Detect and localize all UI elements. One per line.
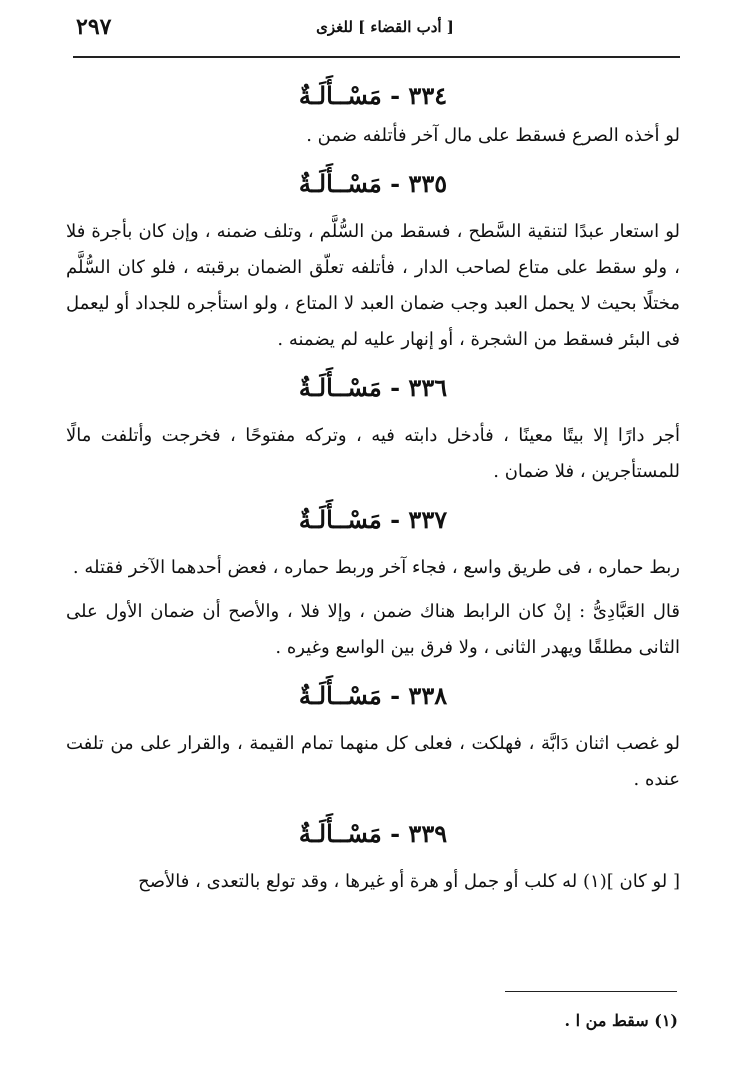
section-337-paragraph-1: ربط حماره ، فى طريق واسع ، فجاء آخر وربط حماره ، فعض أحدهما الآخر فقتله . bbox=[72, 557, 680, 578]
section-title-336: ٣٣٦ - مَسْــأَلَـةٌ bbox=[298, 373, 448, 402]
page-number: ٢٩٧ bbox=[76, 14, 112, 40]
section-title-334: ٣٣٤ - مَسْــأَلَـةٌ bbox=[298, 81, 448, 110]
footnote: (١) سقط من ا . bbox=[564, 1011, 678, 1030]
section-335-paragraph: لو استعار عبدًا لتنقية السَّطح ، فسقط من السُّلَّم ، وتلف ضمنه ، وإن كان بأجرة فلا ، ولو سقط على متاع لصاحب الدار ، فأتلفه تعلّق الضمان برقبته ، فلو كان السُّلَّم مختلًا بحيث لا يحمل العبد وجب ضمان العبد لا المتاع ، ولو استأجره للجداد أو ليعمل فى البئر فسقط من الشجرة ، أو إنهار عليه لم يضمنه . bbox=[66, 221, 680, 350]
footnote-rule bbox=[505, 991, 677, 992]
section-title-337: ٣٣٧ - مَسْــأَلَـةٌ bbox=[298, 505, 448, 534]
header-rule bbox=[73, 56, 680, 58]
section-334-paragraph: لو أخذه الصرع فسقط على مال آخر فأتلفه ضمن . bbox=[306, 125, 680, 146]
section-title-335: ٣٣٥ - مَسْــأَلَـةٌ bbox=[298, 169, 448, 198]
section-title-339: ٣٣٩ - مَسْــأَلَـةٌ bbox=[298, 819, 448, 848]
section-title-338: ٣٣٨ - مَسْــأَلَـةٌ bbox=[298, 681, 448, 710]
section-337-paragraph-2: قال العَبَّادِىُّ : إنْ كان الرابط هناك ضمن ، وإلا فلا ، والأصح أن ضمان الأول على الثانى مطلقًا ويهدر الثانى ، ولا فرق بين الواسع وغيره . bbox=[66, 601, 680, 658]
page-body bbox=[66, 74, 680, 900]
section-338-paragraph: لو غصب اثنان دَابَّة ، فهلكت ، فعلى كل منهما تمام القيمة ، والقرار على من تلفت عنده . bbox=[66, 733, 680, 790]
running-head: [ أدب القضاء ] للغزى bbox=[316, 18, 454, 36]
section-336-paragraph: أجر دارًا إلا بيتًا معينًا ، فأدخل دابته فيه ، وتركه مفتوحًا ، فخرجت وأتلفت مالًا للمستأجرين ، فلا ضمان . bbox=[66, 425, 680, 482]
section-339-paragraph: [ لو كان ](١) له كلب أو جمل أو هرة أو غيرها ، وقد تولع بالتعدى ، فالأصح bbox=[138, 871, 680, 892]
